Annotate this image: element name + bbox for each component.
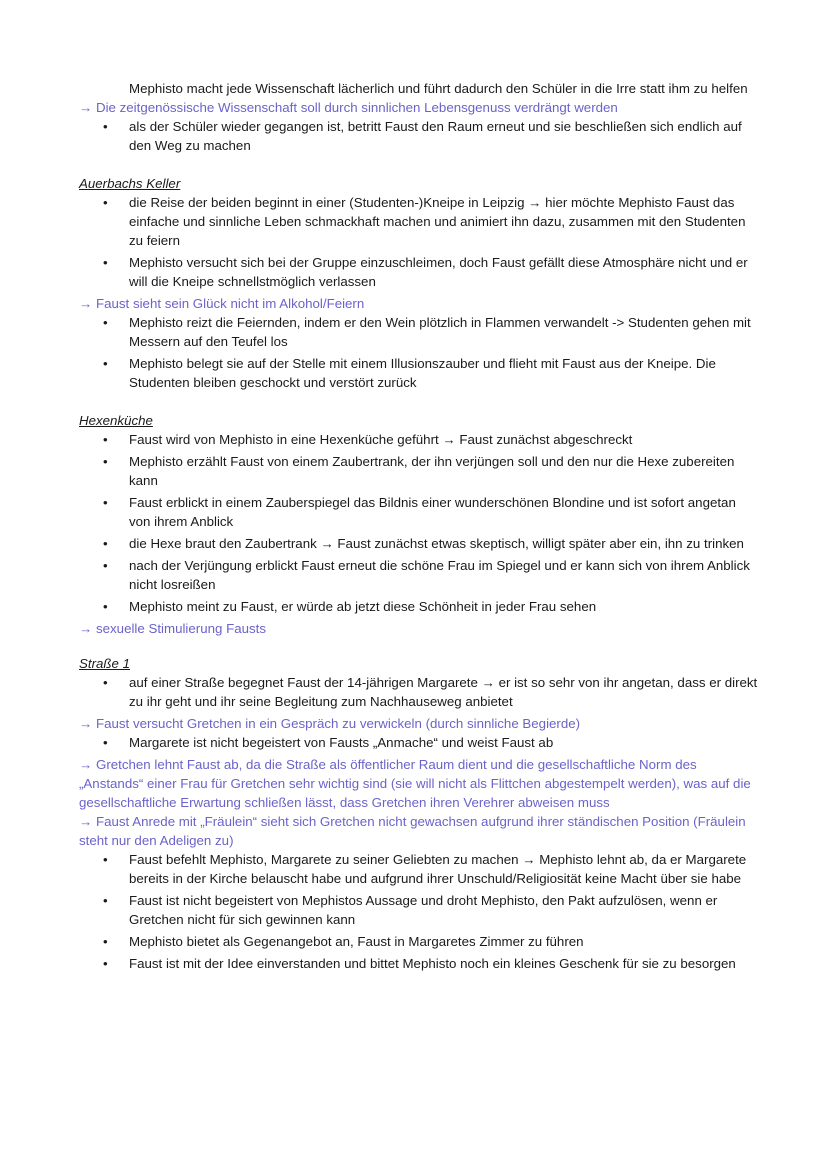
list-item: • Faust befehlt Mephisto, Margarete zu seiner Geliebten zu machen → Mephisto lehnt ab, da er Margarete bereits in der Kirche belauscht habe und aufgrund ihrer Unschuld/Religiosität keine Macht über sie habe — [79, 850, 759, 888]
annotation-note: → Die zeitgenössische Wissenschaft soll durch sinnlichen Lebensgenuss verdrängt werden — [79, 100, 618, 115]
section-heading-auerbachs-keller: Auerbachs Keller — [79, 176, 181, 191]
list-item: • Mephisto versucht sich bei der Gruppe einzuschleimen, doch Faust gefällt diese Atmosphäre nicht und er will die Kneipe schnellstmöglich verlassen — [79, 253, 759, 291]
list-item: • auf einer Straße begegnet Faust der 14-jährigen Margarete → er ist so sehr von ihr angetan, dass er direkt zu ihr geht und ihr seine Begleitung zum Nachhauseweg anbietet — [79, 673, 759, 711]
bullet-list — [79, 733, 759, 752]
continuation-text: Mephisto macht jede Wissenschaft lächerlich und führt dadurch den Schüler in die Irre statt ihm zu helfen — [129, 81, 748, 96]
list-item: • nach der Verjüngung erblickt Faust erneut die schöne Frau im Spiegel und er kann sich von ihrem Anblick nicht losreißen — [79, 556, 759, 594]
bullet-list — [79, 117, 759, 155]
annotation-note: → Gretchen lehnt Faust ab, da die Straße als öffentlicher Raum dient und die gesellschaftliche Norm des „Anstands“ einer Frau für Gretchen sehr wichtig sind (sie will nicht als Flittchen abgestempelt werden), was auf die gesellschaftliche Erwartung schließen lässt, dass Gretchen ihren Verehrer abweisen muss — [79, 757, 751, 810]
list-item: • Faust erblickt in einem Zauberspiegel das Bildnis einer wunderschönen Blondine und ist sofort angetan von ihrem Anblick — [79, 493, 759, 531]
annotation-note: → Faust Anrede mit „Fräulein“ sieht sich Gretchen nicht gewachsen aufgrund ihrer ständischen Position (Fräulein steht nur den Adeligen zu) — [79, 814, 746, 848]
annotation-note: → sexuelle Stimulierung Fausts — [79, 621, 266, 636]
list-item: • Faust ist nicht begeistert von Mephistos Aussage und droht Mephisto, den Pakt aufzulösen, wenn er Gretchen nicht für sich gewinnen kann — [79, 891, 759, 929]
list-item: • Faust ist mit der Idee einverstanden und bittet Mephisto noch ein kleines Geschenk für sie zu besorgen — [79, 954, 759, 973]
bullet-list — [79, 193, 759, 291]
annotation-note: → Faust sieht sein Glück nicht im Alkohol/Feiern — [79, 296, 365, 311]
annotation-note: → Faust versucht Gretchen in ein Gespräch zu verwickeln (durch sinnliche Begierde) — [79, 716, 581, 731]
list-item: • Margarete ist nicht begeistert von Fausts „Anmache“ und weist Faust ab — [79, 733, 759, 752]
list-item: • als der Schüler wieder gegangen ist, betritt Faust den Raum erneut und sie beschließen sich endlich auf den Weg zu machen — [79, 117, 759, 155]
document-content — [79, 79, 759, 976]
bullet-list — [79, 850, 759, 973]
bullet-list — [79, 430, 759, 616]
list-item: • die Reise der beiden beginnt in einer (Studenten-)Kneipe in Leipzig → hier möchte Mephisto Faust das einfache und sinnliche Leben schmackhaft machen und animiert ihn dazu, zusammen mit den Studenten zu feiern — [79, 193, 759, 250]
list-item: • Mephisto erzählt Faust von einem Zaubertrank, der ihn verjüngen soll und den nur die Hexe zubereiten kann — [79, 452, 759, 490]
section-heading-strasse-1: Straße 1 — [79, 656, 130, 671]
list-item: • Mephisto bietet als Gegenangebot an, Faust in Margaretes Zimmer zu führen — [79, 932, 759, 951]
bullet-list — [79, 313, 759, 392]
list-item: • Mephisto meint zu Faust, er würde ab jetzt diese Schönheit in jeder Frau sehen — [79, 597, 759, 616]
bullet-list — [79, 673, 759, 711]
list-item: • Mephisto reizt die Feiernden, indem er den Wein plötzlich in Flammen verwandelt -> Studenten gehen mit Messern auf den Teufel los — [79, 313, 759, 351]
section-heading-hexenkueche: Hexenküche — [79, 413, 153, 428]
list-item: • die Hexe braut den Zaubertrank → Faust zunächst etwas skeptisch, willigt später aber ein, ihn zu trinken — [79, 534, 759, 553]
list-item: • Faust wird von Mephisto in eine Hexenküche geführt → Faust zunächst abgeschreckt — [79, 430, 759, 449]
list-item: • Mephisto belegt sie auf der Stelle mit einem Illusionszauber und flieht mit Faust aus der Kneipe. Die Studenten bleiben geschockt und verstört zurück — [79, 354, 759, 392]
